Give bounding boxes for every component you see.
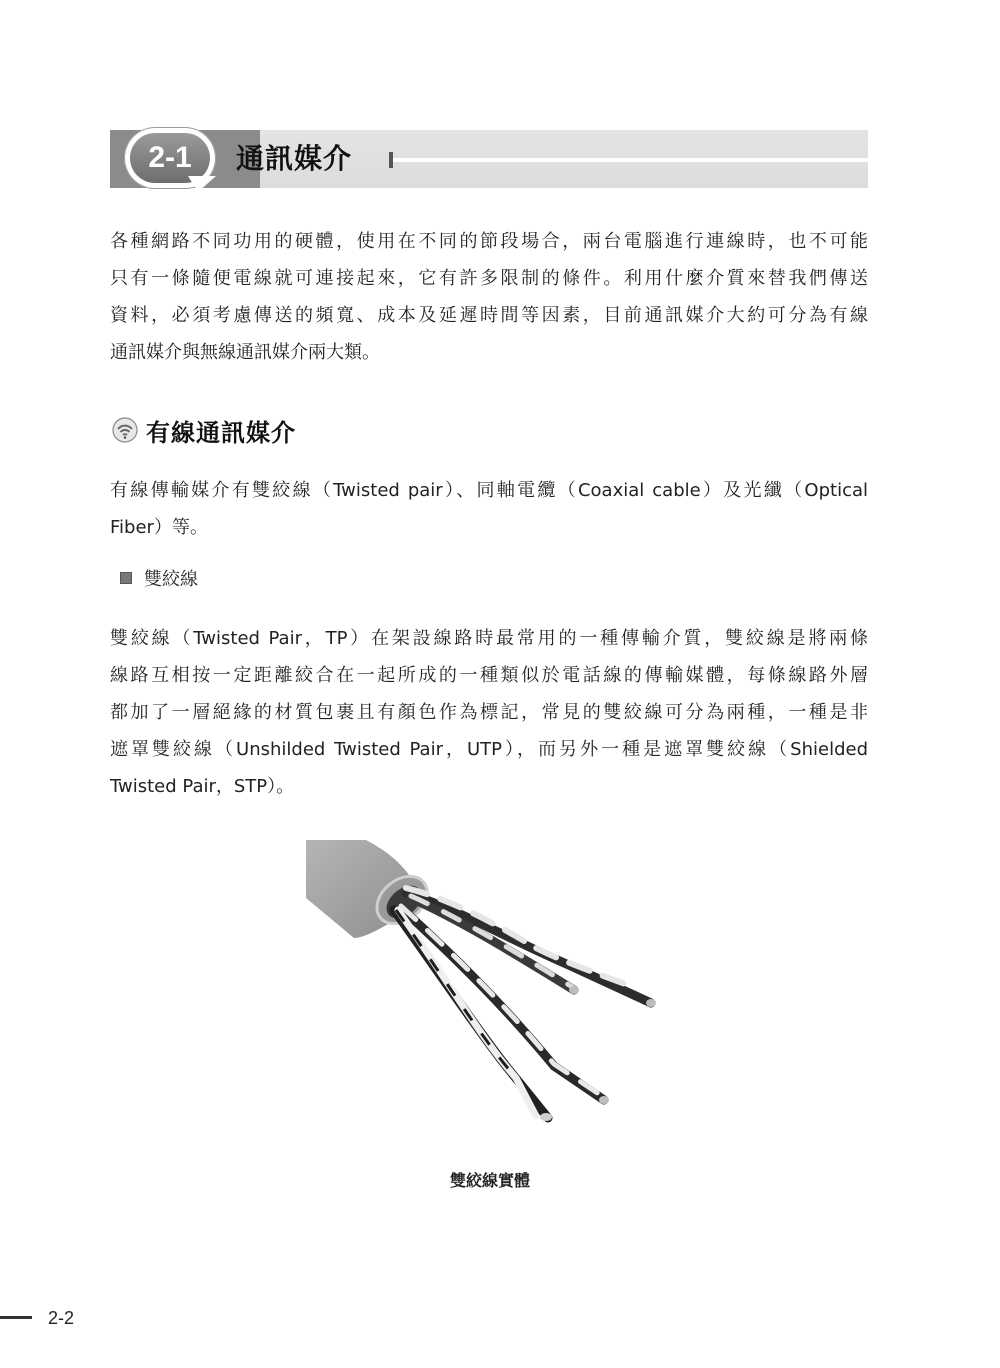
bullet-label: 雙絞線: [144, 569, 198, 590]
twisted-line: 都加了一層絕緣的材質包裹且有顏色作為標記，常見的雙絞線可分為兩種，一種是非: [110, 702, 868, 723]
wired-line: 有線傳輸媒介有雙絞線（Twisted pair）、同軸電纜（Coaxial cable）及光纖（Optical: [110, 480, 868, 501]
figure-caption: 雙絞線實體: [449, 1171, 530, 1190]
twisted-line: 線路互相按一定距離絞合在一起所成的一種類似於電話線的傳輸媒體，每條線路外層: [110, 665, 868, 686]
twisted-line: 遮罩雙絞線（Unshilded Twisted Pair，UTP），而另外一種是遮罩雙絞線（Shielded: [110, 739, 868, 760]
twisted-line: Twisted Pair，STP）。: [110, 776, 295, 797]
intro-line: 只有一條隨便電線就可連接起來，它有許多限制的條件。利用什麼介質來替我們傳送: [110, 268, 868, 289]
intro-line: 通訊媒介與無線通訊媒介兩大類。: [110, 342, 380, 363]
page-number-rule: [0, 1316, 32, 1319]
twisted-pair-paragraph: [110, 620, 868, 805]
section-title: 通訊媒介: [236, 142, 353, 175]
bullet-item: [120, 565, 198, 591]
subsection-title: 有線通訊媒介: [146, 418, 296, 447]
intro-paragraph: [110, 223, 868, 371]
twisted-pair-cable-image: [306, 838, 666, 1128]
intro-line: 各種網路不同功用的硬體，使用在不同的節段場合，兩台電腦進行連線時，也不可能: [110, 231, 868, 252]
square-bullet-icon: [120, 572, 132, 584]
title-rule: [393, 158, 868, 162]
page-number: 2-2: [48, 1308, 75, 1328]
section-number: 2-1: [130, 133, 210, 183]
wired-paragraph: [110, 472, 868, 546]
twisted-line: 雙絞線（Twisted Pair，TP）在架設線路時最常用的一種傳輸介質，雙絞線是將兩條: [110, 628, 868, 649]
intro-line: 資料，必須考慮傳送的頻寬、成本及延遲時間等因素，目前通訊媒介大約可分為有線: [110, 305, 868, 326]
badge-tail: [188, 176, 216, 192]
wired-line: Fiber）等。: [110, 517, 208, 538]
subsection-heading: [112, 410, 296, 450]
signal-icon: [112, 417, 138, 443]
